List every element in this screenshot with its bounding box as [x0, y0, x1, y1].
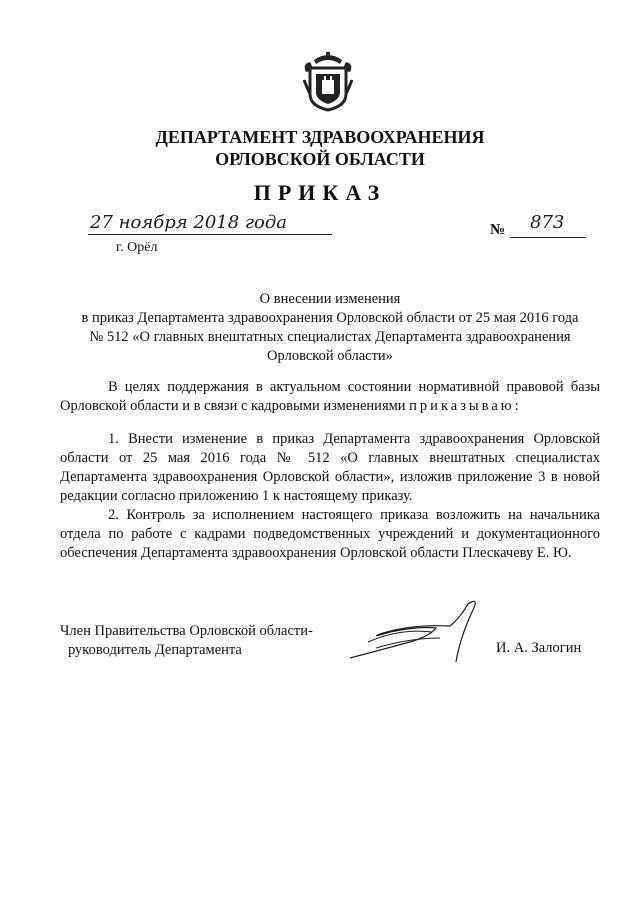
handwritten-signature — [340, 598, 500, 670]
order-item-1: 1. Внести изменение в приказ Департамента здравоохранения Орловской области от 25 мая 2016 года № 512 «О главных внештатных специалистах Департамента здравоохранения Орловской области», изложив приложение 3 в новой редакции согласно приложению 1 к настоящему приказу. — [60, 431, 600, 504]
city-label: г. Орёл — [116, 240, 158, 255]
coat-of-arms-icon — [300, 50, 356, 112]
subject-line: Орловской области» — [267, 348, 393, 364]
order-word-inline: приказываю: — [409, 398, 522, 414]
document-type-title: ПРИКАЗ — [253, 180, 387, 205]
subject-line: в приказ Департамента здравоохранения Орловской области от 25 мая 2016 года — [81, 310, 579, 326]
department-name-line2: ОРЛОВСКОЙ ОБЛАСТИ — [215, 149, 425, 169]
signatory-name: И. А. Залогин — [496, 640, 582, 656]
position-line: Член Правительства Орловской области- — [60, 623, 313, 639]
position-line: руководитель Департамента — [68, 642, 242, 658]
preamble-text: В целях поддержания в актуальном состоянии нормативной правовой базы Орловской области и в связи с кадровыми изменениями — [60, 379, 600, 414]
preamble-paragraph — [60, 378, 600, 416]
handwritten-date: 27 ноября 2018 года — [90, 212, 287, 233]
handwritten-number: 873 — [530, 212, 565, 233]
subject-line: № 512 «О главных внештатных специалистах Департамента здравоохранения — [89, 329, 571, 345]
department-name-line1: ДЕПАРТАМЕНТ ЗДРАВООХРАНЕНИЯ — [155, 127, 485, 147]
subject-line: О внесении изменения — [259, 291, 401, 307]
number-label: № — [490, 222, 506, 238]
order-subject — [60, 290, 600, 366]
signatory-position — [60, 622, 313, 660]
order-item-2: 2. Контроль за исполнением настоящего приказа возложить на начальника отдела по работе с кадрами подведомственных учреждений и документационного обеспечения Департамента здравоохранения Орловской области Плескачеву Е. Ю. — [60, 507, 600, 561]
